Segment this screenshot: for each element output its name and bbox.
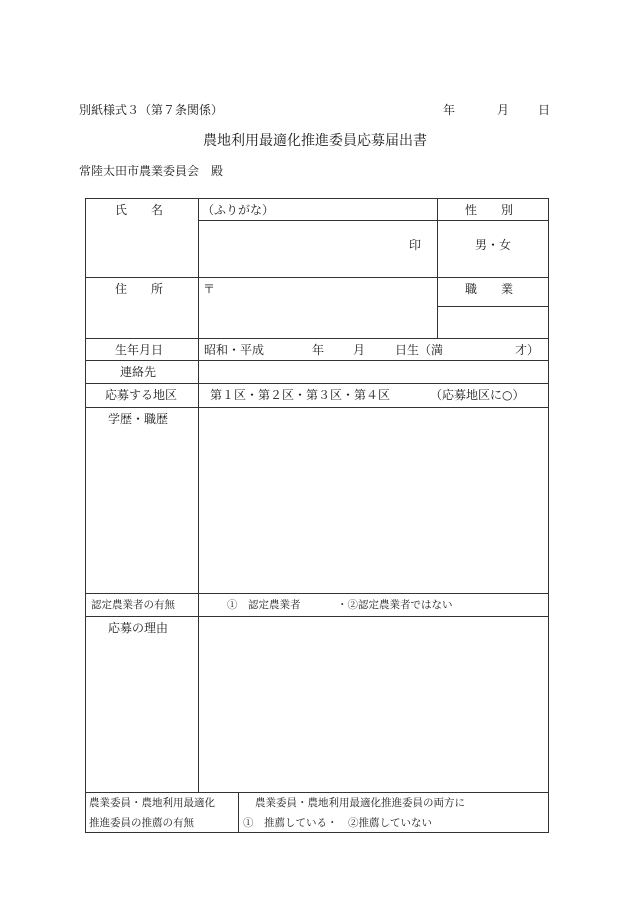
occupation-label: 職 業 [465,282,514,296]
row-divider-address [85,338,549,339]
recommend-column-divider [238,792,239,832]
form-number-label: 別紙様式３（第７条関係） [79,103,224,117]
history-label: 学歴・職歴 [108,412,169,426]
row-divider-reason [85,792,549,793]
row-divider-birth [85,360,549,361]
occupation-divider [437,306,549,307]
birth-age-close: 才） [515,343,540,357]
recommend-text-line1: 農業委員・農地利用最適化推進委員の両方に [255,797,465,809]
table-border-left [85,198,86,833]
sex-occupation-column-divider [437,198,438,338]
name-label: 氏 名 [115,203,164,217]
recommend-options: ① 推薦している・ ②推薦していない [243,817,432,829]
row-divider-district [85,407,549,408]
address-label: 住 所 [115,282,164,296]
row-divider-name [85,277,549,278]
recommend-label-line1: 農業委員・農地利用最適化 [89,797,215,809]
seal-mark: 印 [409,238,422,252]
date-day-label: 日 [538,103,551,117]
birth-era-options: 昭和・平成 [204,343,265,357]
table-border-bottom [85,832,549,833]
birth-month-label: 月 [353,343,366,357]
certified-farmer-label: 認定農業者の有無 [91,599,175,611]
recommend-label-line2: 推進委員の推薦の有無 [89,817,194,829]
birth-year-label: 年 [312,343,325,357]
postal-mark: 〒 [203,282,216,296]
date-year-label: 年 [443,103,456,117]
row-divider-history [85,593,549,594]
certified-option-2: ・②認定農業者ではない [337,599,453,611]
document-title: 農地利用最適化推進委員応募届出書 [203,133,427,149]
row-divider-contact [85,383,549,384]
birth-label: 生年月日 [115,343,164,357]
date-month-label: 月 [497,103,510,117]
district-note: （応募地区に○） [430,388,525,402]
furigana-divider [198,220,549,221]
row-divider-certified [85,616,549,617]
table-border-right [548,198,549,833]
application-form-table [85,198,549,833]
label-column-divider [198,198,199,792]
district-options: 第１区・第２区・第３区・第４区 [210,388,391,402]
table-border-top [85,198,549,199]
furigana-label: （ふりがな） [202,203,275,217]
sex-label: 性 別 [465,203,514,217]
addressee: 常陸太田市農業委員会 殿 [79,164,224,178]
contact-label: 連絡先 [120,365,157,379]
birth-day-age-label: 日生（満 [395,343,444,357]
district-label: 応募する地区 [105,388,178,402]
reason-label: 応募の理由 [108,621,169,635]
certified-option-1: ① 認定農業者 [227,599,301,611]
sex-options: 男・女 [475,238,512,252]
